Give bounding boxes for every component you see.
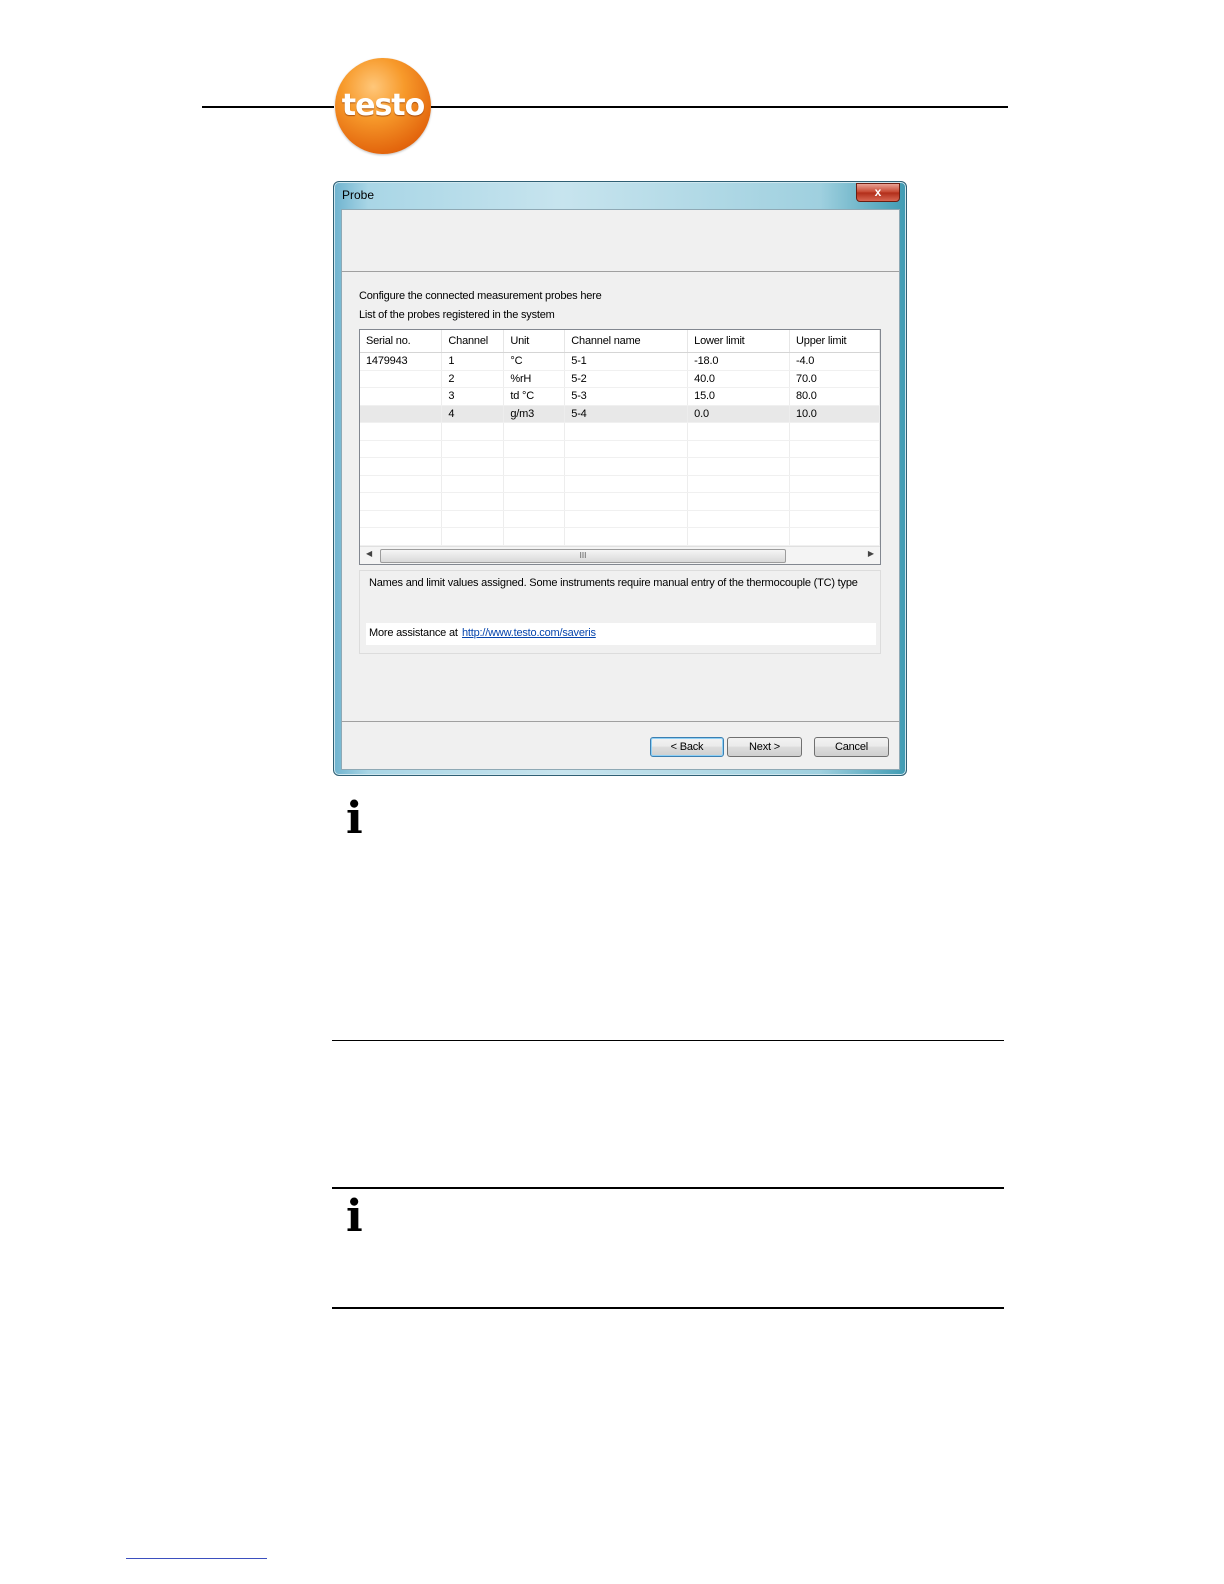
testo-logo [335,58,431,154]
empty-row [360,475,880,493]
cell-lower-limit: 15.0 [688,388,790,406]
probe-dialog [333,181,907,776]
cell-unit: td °C [504,388,565,406]
cell-unit: %rH [504,370,565,388]
col-unit[interactable]: Unit [504,330,565,353]
logo-text: testo [341,88,425,123]
empty-row [360,423,880,441]
help-link[interactable]: http://www.testo.com/saveris [462,627,596,639]
header-rule-left [202,106,334,108]
cell-channel: 2 [442,370,504,388]
table-row[interactable] [360,370,880,388]
info-icon: i [346,793,363,844]
empty-row [360,440,880,458]
empty-row [360,458,880,476]
empty-row [360,510,880,528]
col-channel-name[interactable]: Channel name [565,330,688,353]
header-rule-right [431,106,1008,108]
cell-channel-name: 5-2 [565,370,688,388]
table-row-selected[interactable] [360,405,880,423]
cell-channel: 1 [442,353,504,371]
status-panel [359,570,881,654]
cell-lower-limit: -18.0 [688,353,790,371]
cell-unit: °C [504,353,565,371]
section-rule [332,1040,1004,1041]
scroll-grip: III [579,551,587,560]
cell-channel-name: 5-1 [565,353,688,371]
cell-upper-limit: -4.0 [790,353,880,371]
list-label: List of the probes registered in the system [359,309,555,321]
help-line [366,623,876,645]
next-button[interactable]: Next > [727,737,802,757]
empty-row [360,528,880,546]
col-channel[interactable]: Channel [442,330,504,353]
back-button[interactable]: < Back [650,737,724,757]
cell-upper-limit: 80.0 [790,388,880,406]
probe-table[interactable] [359,329,881,565]
cell-upper-limit: 70.0 [790,370,880,388]
col-lower-limit[interactable]: Lower limit [688,330,790,353]
cell-serial: 1479943 [360,353,442,371]
footer-link-underline [126,1558,267,1559]
status-message: Names and limit values assigned. Some instruments require manual entry of the thermocouple (TC) type [369,577,858,589]
dialog-title: Probe [342,188,375,202]
scrollbar-thumb[interactable] [380,549,786,563]
dialog-client-area [341,209,900,770]
table-row[interactable] [360,388,880,406]
cell-channel-name: 5-4 [565,405,688,423]
cell-lower-limit: 40.0 [688,370,790,388]
close-button[interactable]: x [856,183,900,202]
help-prefix: More assistance at [369,627,458,639]
col-upper-limit[interactable]: Upper limit [790,330,880,353]
cell-unit: g/m3 [504,405,565,423]
note-rule-bottom [332,1307,1004,1309]
cell-serial [360,405,442,423]
cell-serial [360,370,442,388]
cell-lower-limit: 0.0 [688,405,790,423]
cell-serial [360,388,442,406]
intro-text: Configure the connected measurement probes here [359,290,602,302]
col-serial-no[interactable]: Serial no. [360,330,442,353]
info-icon: i [346,1191,363,1242]
note-rule-top [332,1187,1004,1189]
cell-channel: 4 [442,405,504,423]
cancel-button[interactable]: Cancel [814,737,889,757]
table-header-row [360,330,880,353]
footer-separator [342,721,899,722]
table-row[interactable] [360,353,880,371]
scroll-right-icon[interactable]: ▶ [867,549,874,558]
cell-channel: 3 [442,388,504,406]
scroll-left-icon[interactable]: ◀ [366,549,373,558]
horizontal-scrollbar[interactable] [360,546,880,564]
cell-channel-name: 5-3 [565,388,688,406]
empty-row [360,493,880,511]
cell-upper-limit: 10.0 [790,405,880,423]
dialog-banner [342,210,899,272]
